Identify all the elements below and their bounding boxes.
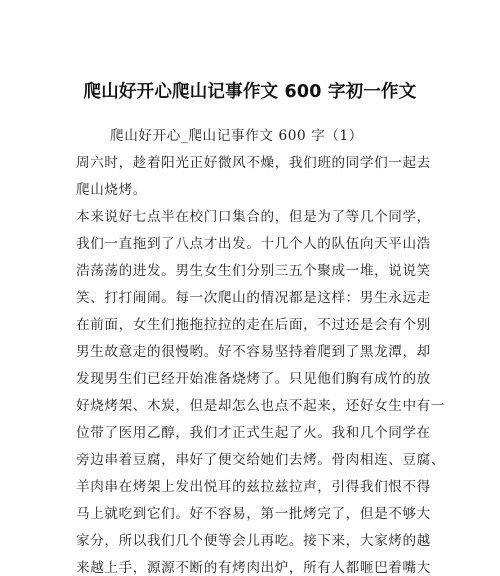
body-line: 羊肉串在烤架上发出悦耳的兹拉兹拉声，引得我们恨不得 — [76, 479, 431, 495]
body-line: 发现男生们已经开始准备烧烤了。只见他们胸有成竹的放 — [76, 371, 431, 387]
body-line: 男生故意走的很慢哟。好不容易坚持着爬到了黑龙潭，却 — [76, 344, 431, 360]
body-line: 笑、打打闹闹。每一次爬山的情况都是这样：男生永远走 — [76, 290, 431, 306]
document-title: 爬山好开心爬山记事作文 600 字初一作文 — [83, 82, 417, 102]
body-line: 爬山烧烤。 — [76, 182, 147, 198]
body-line: 爬山好开心_爬山记事作文 600 字（1） — [110, 128, 363, 144]
body-line: 在前面，女生们拖拖拉拉的走在后面，不过还是会有个别 — [76, 317, 431, 333]
body-line: 位带了医用乙醇，我们才正式生起了火。我和几个同学在 — [76, 425, 431, 441]
body-line: 好烧烤架、木炭，但是却怎么也点不起来，还好女生中有一 — [76, 398, 446, 414]
body-line: 家分，所以我们几个便等会儿再吃。接下来，大家烤的越 — [76, 533, 431, 549]
body-line: 来越上手，源源不断的有烤肉出炉，所有人都咂巴着嘴大 — [76, 560, 431, 576]
body-line: 旁边串着豆腐，串好了便交给她们去烤。骨肉相连、豆腐、 — [76, 452, 446, 468]
body-line: 我们一直拖到了八点才出发。十几个人的队伍向天平山浩 — [76, 236, 431, 252]
body-line: 周六时，趁着阳光正好微风不燥，我们班的同学们一起去 — [76, 155, 431, 171]
body-line: 本来说好七点半在校门口集合的，但是为了等几个同学， — [76, 209, 431, 225]
body-line: 马上就吃到它们。好不容易，第一批烤完了，但是不够大 — [76, 506, 431, 522]
body-line: 浩荡荡的进发。男生女生们分别三五个聚成一堆，说说笑 — [76, 263, 431, 279]
